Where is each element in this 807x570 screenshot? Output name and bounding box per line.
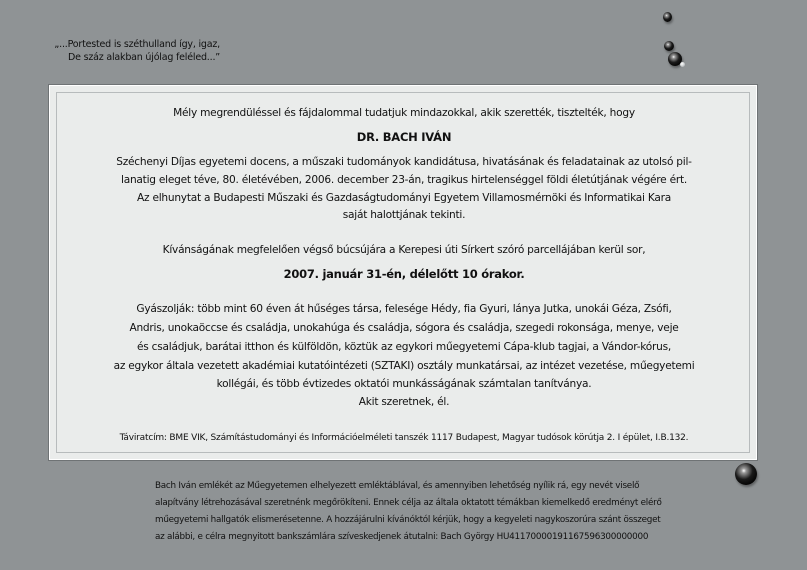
mourners-line-4: az egykor általa vezetett akadémiai kutatóintézeti (SZTAKI) osztály munkatársai, az intézet vezetése, műegyetemi (113, 360, 695, 372)
water-drop-icon (735, 463, 757, 485)
obituary-card (49, 85, 757, 460)
memorial-line-2: alapítvány létrehozásával szeretnénk megőrökíteni. Ennek célja az általa oktatott témákban kiemelkedő eredményt elérő (155, 498, 662, 508)
mourners-line-3: és családjuk, barátai itthon és külföldön, köztük az egykori műegyetemi Cápa-klub tagjai, a Vándor-kórus, (137, 341, 671, 353)
telegram-address: Táviratcím: BME VIK, Számítástudományi és Információelméleti tanszék 1117 Budapest, Magyar tudósok körútja 2. I épület, I.B.132. (119, 433, 689, 443)
deceased-name: DR. BACH IVÁN (356, 130, 452, 144)
closing-line: Akit szeretnek, él. (358, 396, 450, 408)
bio-line-4: saját halottjának tekinti. (342, 209, 466, 221)
epigraph-quote (30, 38, 220, 64)
funeral-date: 2007. január 31-én, délelőtt 10 órakor. (283, 267, 525, 281)
epigraph-line-1: „...Portested is széthulland így, igaz, (54, 39, 220, 50)
mourners-line-5: kollégái, és több évtizedes oktatói munkásságának számtalan tanítványa. (216, 378, 592, 390)
mourners-line-2: Andris, unokaöccse és családja, unokahúga és családja, sógora és családja, szegedi rokonsága, menye, veje (129, 322, 679, 334)
bio-line-2: lanatig eleget téve, 80. életévében, 2006. december 23-án, tragikus hirtelenséggel földi életútjának végére ért. (121, 174, 687, 186)
epigraph-line-2: De száz alakban újólag feléled...” (68, 52, 220, 63)
memorial-fund-notice (155, 478, 715, 546)
memorial-line-4: az alábbi, e célra megnyitott bankszámlára szíveskedjenek átutalni: Bach György HU41170000191167596300000000 (155, 532, 649, 542)
bio-line-1: Széchenyi Díjas egyetemi docens, a műszaki tudományok kandidátusa, hivatásának és feladatainak az utolsó pil- (116, 156, 692, 168)
mourners-line-1: Gyászolják: több mint 60 éven át hűséges társa, felesége Hédy, fia Gyuri, lánya Jutka, unokái Géza, Zsófi, (136, 303, 672, 315)
water-drop-icon (664, 41, 674, 51)
bio-line-3: Az elhunytat a Budapesti Műszaki és Gazdaságtudományi Egyetem Villamosmérnöki és Informatikai Kara (137, 192, 671, 204)
intro-text: Mély megrendüléssel és fájdalommal tudatjuk mindazokkal, akik szerették, tisztelték, hogy (173, 107, 635, 119)
water-drop-icon (680, 62, 685, 67)
funeral-text: Kívánságának megfelelően végső búcsújára a Kerepesi úti Sírkert szóró parcellájában kerül sor, (162, 244, 646, 256)
memorial-line-1: Bach Iván emlékét az Műegyetemen elhelyezett emléktáblával, és amennyiben lehetőség nyílik rá, egy nevét viselő (155, 481, 640, 491)
memorial-line-3: műegyetemi hallgatók elismerésetenne. A hozzájárulni kívánóktól kérjük, hogy a kegyeleti nagykoszorúra szánt összeget (155, 515, 661, 525)
water-drop-icon (663, 12, 672, 22)
